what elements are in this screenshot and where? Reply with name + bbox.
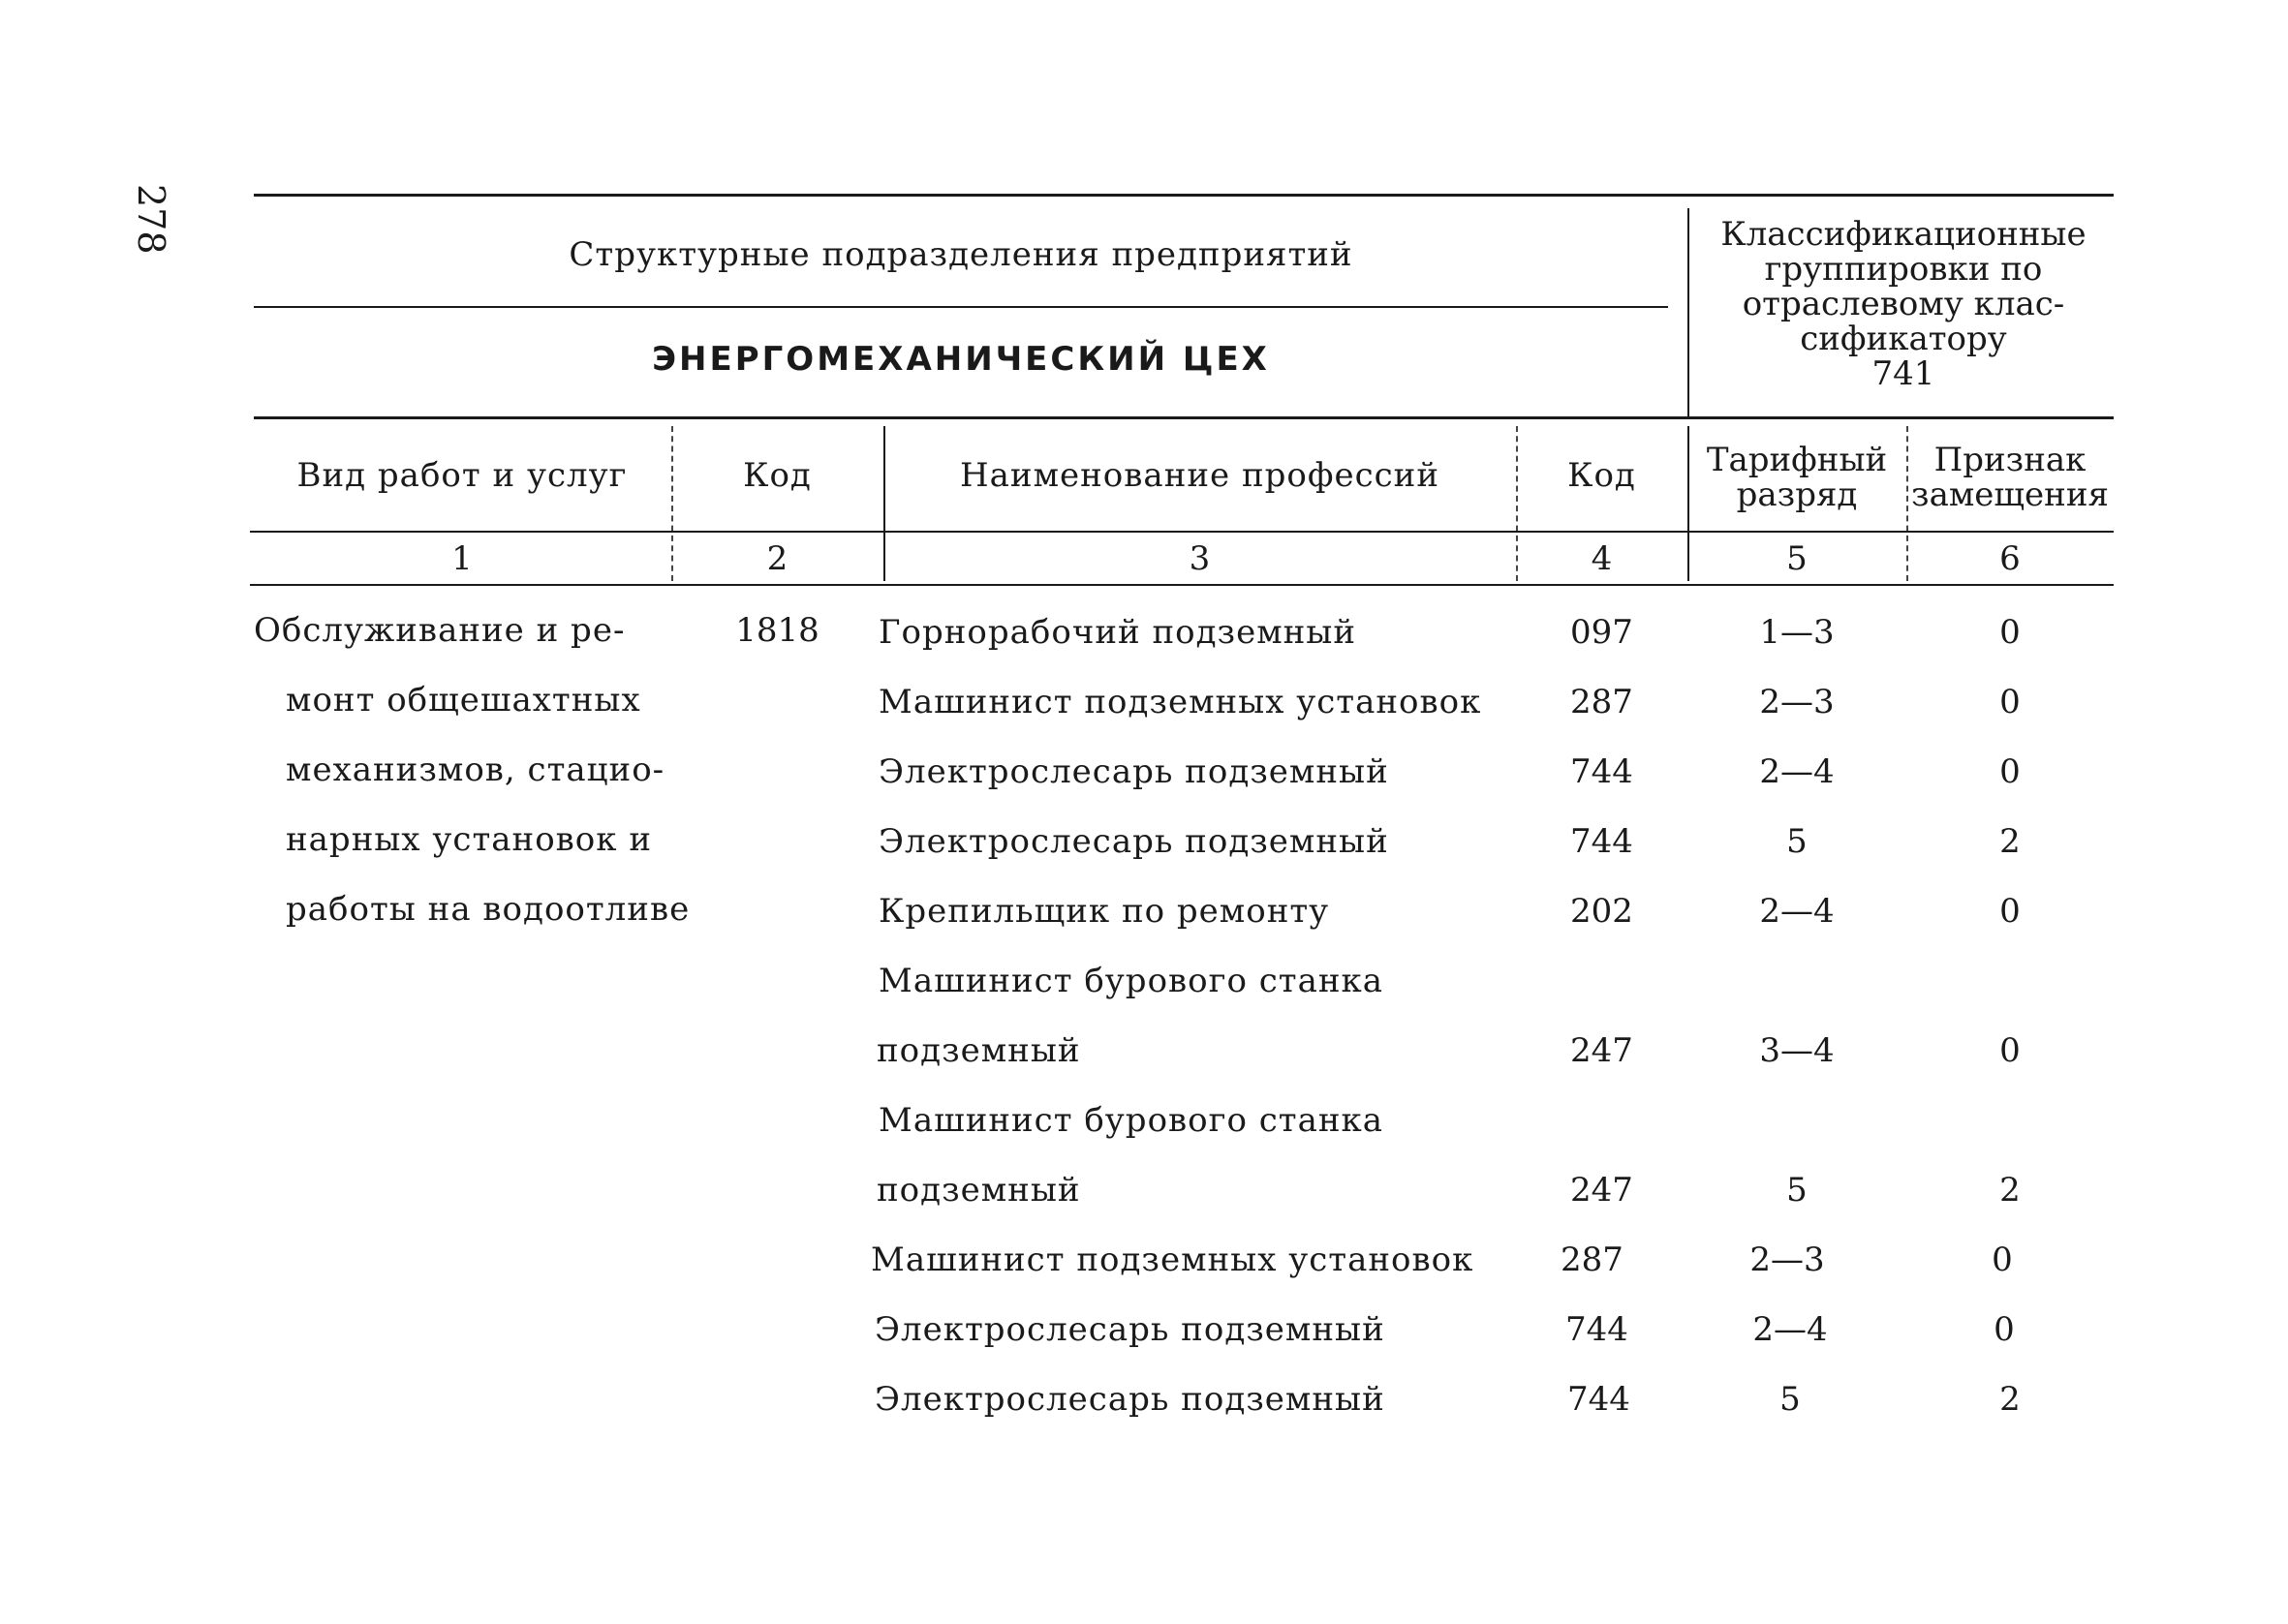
work-type-code: 1818: [735, 611, 819, 650]
work-type-line-4: нарных установок и: [286, 820, 652, 859]
col-header-profession-code: Код: [1567, 456, 1636, 495]
profession-name: подземный: [877, 1031, 1081, 1070]
substitution-sign: 0: [1999, 892, 2021, 931]
tariff-grade: 5: [1786, 822, 1808, 861]
classification-line-4: сификатору: [1800, 320, 2007, 358]
substitution-sign: 0: [1999, 613, 2021, 652]
profession-code: 744: [1567, 1380, 1630, 1419]
tariff-grade: 3—4: [1759, 1031, 1835, 1070]
colnum-bottom-rule: [250, 584, 2114, 586]
col-header-profession: Наименование профессий: [960, 456, 1439, 495]
tariff-grade: 1—3: [1759, 613, 1835, 652]
col-header-tariff-1: Тарифный: [1706, 441, 1888, 479]
substitution-sign: 0: [1994, 1310, 2015, 1349]
profession-code: 744: [1570, 752, 1633, 791]
tariff-grade: 2—3: [1749, 1241, 1825, 1279]
department-title: ЭНЕРГОМЕХАНИЧЕСКИЙ ЦЕХ: [652, 340, 1270, 379]
substitution-sign: 2: [1999, 822, 2021, 861]
profession-name: Электрослесарь подземный: [875, 1380, 1385, 1419]
substitution-sign: 2: [1999, 1171, 2021, 1210]
col-header-substitution-2: замещения: [1911, 475, 2109, 514]
work-type-line-1: Обслуживание и ре-: [254, 611, 626, 650]
profession-code: 202: [1570, 892, 1633, 931]
structural-title: Структурные подразделения предприятий: [569, 235, 1353, 274]
profession-code: 287: [1561, 1241, 1623, 1279]
top-rule: [254, 194, 2114, 197]
profession-name: Электрослесарь подземный: [879, 822, 1389, 861]
col-number-3: 3: [1189, 539, 1211, 578]
tariff-grade: 5: [1786, 1171, 1808, 1210]
profession-name: Машинист бурового станка: [879, 1101, 1384, 1140]
substitution-sign: 0: [1999, 752, 2021, 791]
profession-name: Горнорабочий подземный: [879, 613, 1357, 652]
profession-code: 097: [1570, 613, 1633, 652]
tariff-grade: 2—4: [1759, 892, 1835, 931]
profession-code: 247: [1570, 1031, 1633, 1070]
substitution-sign: 2: [1999, 1380, 2021, 1419]
tariff-grade: 2—4: [1752, 1310, 1828, 1349]
page-number: 278: [130, 184, 172, 255]
col-number-5: 5: [1786, 539, 1808, 578]
section-rule: [254, 306, 1668, 308]
classification-line-5: 741: [1871, 354, 1935, 393]
profession-code: 744: [1565, 1310, 1628, 1349]
classification-line-2: группировки по: [1764, 250, 2043, 289]
tariff-grade: 5: [1779, 1380, 1801, 1419]
profession-name: Электрослесарь подземный: [879, 752, 1389, 791]
profession-name: Крепильщик по ремонту: [879, 892, 1330, 931]
col-number-6: 6: [1999, 539, 2021, 578]
substitution-sign: 0: [1999, 683, 2021, 721]
classification-line-1: Классификационные: [1720, 215, 2087, 254]
profession-name: Электрослесарь подземный: [875, 1310, 1385, 1349]
substitution-sign: 0: [1992, 1241, 2013, 1279]
profession-code: 287: [1570, 683, 1633, 721]
profession-name: Машинист подземных установок: [871, 1241, 1474, 1279]
colnum-top-rule: [250, 531, 2114, 533]
col-header-tariff-2: разряд: [1736, 475, 1858, 514]
substitution-sign: 0: [1999, 1031, 2021, 1070]
col-header-work-type: Вид работ и услуг: [296, 456, 628, 495]
work-type-line-2: монт общешахтных: [286, 681, 641, 720]
classification-header: [1690, 217, 2117, 391]
tariff-grade: 2—3: [1759, 683, 1835, 721]
profession-name: Машинист бурового станка: [879, 962, 1384, 1000]
profession-code: 247: [1570, 1171, 1633, 1210]
profession-name: Машинист подземных установок: [879, 683, 1482, 721]
col-number-1: 1: [451, 539, 473, 578]
profession-name: подземный: [877, 1171, 1081, 1210]
tariff-grade: 2—4: [1759, 752, 1835, 791]
work-type-line-5: работы на водоотливе: [286, 890, 691, 929]
classification-divider: [1687, 208, 1689, 416]
col-header-substitution-1: Признак: [1933, 441, 2087, 479]
work-type-line-3: механизмов, стацио-: [286, 751, 665, 789]
classification-line-3: отраслевому клас-: [1742, 285, 2065, 323]
col-number-2: 2: [766, 539, 788, 578]
profession-code: 744: [1570, 822, 1633, 861]
header-bottom-rule: [254, 416, 2114, 419]
col-header-code: Код: [743, 456, 812, 495]
col-number-4: 4: [1591, 539, 1613, 578]
